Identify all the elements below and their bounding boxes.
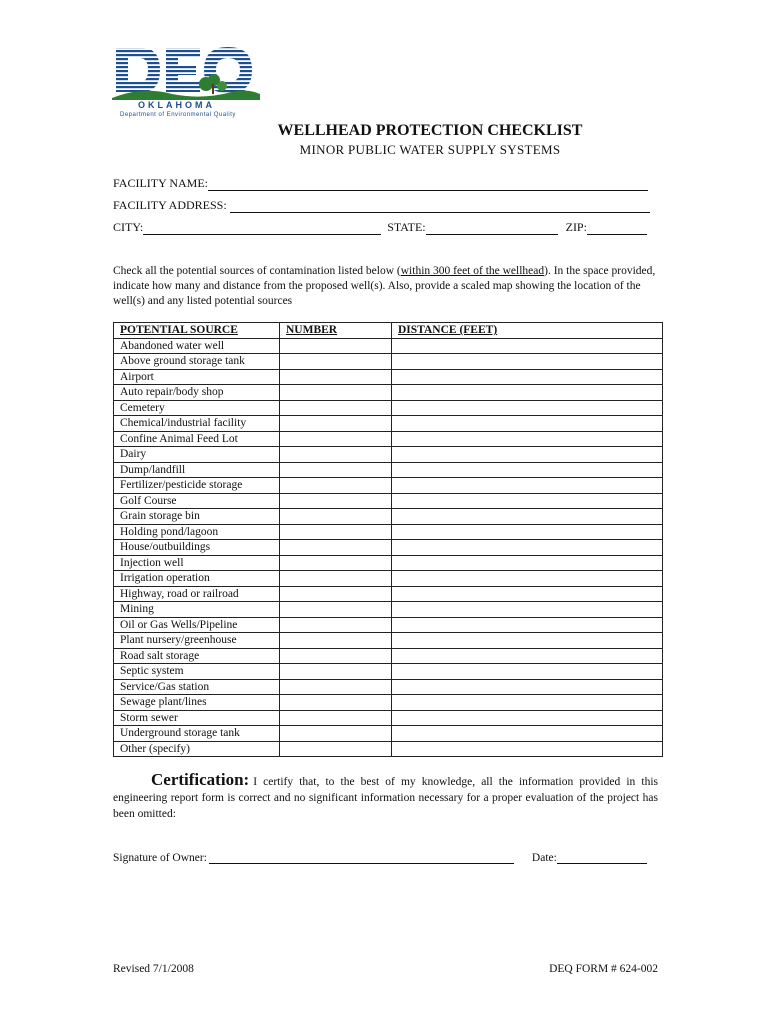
header-distance: DISTANCE (FEET) xyxy=(392,323,663,339)
table-row xyxy=(114,695,663,711)
distance-input-cell[interactable] xyxy=(392,741,663,757)
distance-input-cell[interactable] xyxy=(392,416,663,432)
number-input-cell[interactable] xyxy=(280,571,392,587)
distance-input-cell[interactable] xyxy=(392,679,663,695)
distance-input-cell[interactable] xyxy=(392,338,663,354)
table-row xyxy=(114,524,663,540)
table-row xyxy=(114,555,663,571)
form-subtitle: MINOR PUBLIC WATER SUPPLY SYSTEMS xyxy=(299,142,561,157)
table-row xyxy=(114,540,663,556)
facility-name-row xyxy=(113,176,648,191)
number-input-cell[interactable] xyxy=(280,493,392,509)
form-title: WELLHEAD PROTECTION CHECKLIST xyxy=(277,122,583,139)
distance-input-cell[interactable] xyxy=(392,509,663,525)
source-name-cell: Septic system xyxy=(114,664,280,680)
source-name-cell: Holding pond/lagoon xyxy=(114,524,280,540)
distance-input-cell[interactable] xyxy=(392,555,663,571)
source-name-cell: Golf Course xyxy=(114,493,280,509)
source-name-cell: Oil or Gas Wells/Pipeline xyxy=(114,617,280,633)
table-row xyxy=(114,509,663,525)
distance-input-cell[interactable] xyxy=(392,369,663,385)
revised-date: Revised 7/1/2008 xyxy=(113,963,194,975)
owner-signature-input[interactable] xyxy=(209,851,514,864)
certification-block xyxy=(113,772,658,822)
form-number: DEQ FORM # 624-002 xyxy=(549,963,658,975)
table-row xyxy=(114,447,663,463)
source-name-cell: House/outbuildings xyxy=(114,540,280,556)
city-state-zip-row xyxy=(113,220,647,235)
table-row xyxy=(114,571,663,587)
table-row xyxy=(114,400,663,416)
number-input-cell[interactable] xyxy=(280,416,392,432)
distance-input-cell[interactable] xyxy=(392,354,663,370)
distance-input-cell[interactable] xyxy=(392,478,663,494)
contamination-sources-table xyxy=(113,322,663,757)
distance-input-cell[interactable] xyxy=(392,710,663,726)
source-name-cell: Mining xyxy=(114,602,280,618)
distance-input-cell[interactable] xyxy=(392,586,663,602)
number-input-cell[interactable] xyxy=(280,478,392,494)
number-input-cell[interactable] xyxy=(280,741,392,757)
city-input[interactable] xyxy=(143,222,381,235)
source-name-cell: Cemetery xyxy=(114,400,280,416)
instructions-part-1: Check all the potential sources of contamination listed below ( xyxy=(113,265,401,277)
table-row xyxy=(114,741,663,757)
owner-signature-label: Signature of Owner: xyxy=(113,852,207,864)
number-input-cell[interactable] xyxy=(280,695,392,711)
certification-text: I certify that, to the best of my knowledge, all the information provided in this engineering report form is correct and no significant information necessary for a proper evaluation of the project has been omitted: xyxy=(113,776,658,820)
zip-input[interactable] xyxy=(587,222,647,235)
number-input-cell[interactable] xyxy=(280,726,392,742)
source-name-cell: Auto repair/body shop xyxy=(114,385,280,401)
facility-name-label: FACILITY NAME: xyxy=(113,176,208,190)
number-input-cell[interactable] xyxy=(280,400,392,416)
table-row xyxy=(114,385,663,401)
distance-input-cell[interactable] xyxy=(392,617,663,633)
table-row xyxy=(114,679,663,695)
number-input-cell[interactable] xyxy=(280,431,392,447)
distance-input-cell[interactable] xyxy=(392,664,663,680)
distance-input-cell[interactable] xyxy=(392,431,663,447)
distance-input-cell[interactable] xyxy=(392,385,663,401)
source-name-cell: Storm sewer xyxy=(114,710,280,726)
city-label: CITY: xyxy=(113,220,144,234)
number-input-cell[interactable] xyxy=(280,540,392,556)
table-row xyxy=(114,431,663,447)
number-input-cell[interactable] xyxy=(280,354,392,370)
table-row xyxy=(114,354,663,370)
distance-input-cell[interactable] xyxy=(392,400,663,416)
logo-department: Department of Environmental Quality xyxy=(120,112,236,118)
source-name-cell: Sewage plant/lines xyxy=(114,695,280,711)
facility-address-input[interactable] xyxy=(230,200,650,213)
instructions-text xyxy=(113,264,658,309)
distance-input-cell[interactable] xyxy=(392,540,663,556)
distance-input-cell[interactable] xyxy=(392,524,663,540)
number-input-cell[interactable] xyxy=(280,338,392,354)
certification-heading: Certification: xyxy=(151,770,250,789)
source-name-cell: Above ground storage tank xyxy=(114,354,280,370)
logo-state-name: OKLAHOMA xyxy=(138,100,215,110)
signature-row xyxy=(113,851,658,864)
distance-input-cell[interactable] xyxy=(392,462,663,478)
number-input-cell[interactable] xyxy=(280,710,392,726)
number-input-cell[interactable] xyxy=(280,664,392,680)
deq-logo-graphic xyxy=(112,42,260,100)
table-row xyxy=(114,726,663,742)
source-name-cell: Confine Animal Feed Lot xyxy=(114,431,280,447)
facility-address-row xyxy=(113,198,650,213)
table-row xyxy=(114,602,663,618)
zip-label: ZIP: xyxy=(565,220,587,234)
state-label: STATE: xyxy=(387,220,426,234)
instructions-part-2: ). In the space provided, indicate how many and distance from the proposed well(s). Also, provide a scaled map showing the location of the well(s) and any listed potential sources xyxy=(113,265,656,307)
table-row xyxy=(114,478,663,494)
header-number: NUMBER xyxy=(280,323,392,339)
table-row xyxy=(114,617,663,633)
table-row xyxy=(114,493,663,509)
number-input-cell[interactable] xyxy=(280,679,392,695)
source-name-cell: Abandoned water well xyxy=(114,338,280,354)
table-header-row xyxy=(114,323,663,339)
number-input-cell[interactable] xyxy=(280,617,392,633)
source-name-cell: Grain storage bin xyxy=(114,509,280,525)
table-row xyxy=(114,586,663,602)
number-input-cell[interactable] xyxy=(280,509,392,525)
source-name-cell: Injection well xyxy=(114,555,280,571)
source-name-cell: Underground storage tank xyxy=(114,726,280,742)
date-label: Date: xyxy=(531,852,557,864)
table-row xyxy=(114,664,663,680)
facility-address-label: FACILITY ADDRESS: xyxy=(113,198,227,212)
table-row xyxy=(114,369,663,385)
number-input-cell[interactable] xyxy=(280,633,392,649)
table-row xyxy=(114,633,663,649)
table-row xyxy=(114,338,663,354)
table-row xyxy=(114,416,663,432)
facility-name-input[interactable] xyxy=(208,178,648,191)
header-potential-source: POTENTIAL SOURCE xyxy=(114,323,280,339)
source-name-cell: Service/Gas station xyxy=(114,679,280,695)
number-input-cell[interactable] xyxy=(280,462,392,478)
distance-input-cell[interactable] xyxy=(392,447,663,463)
number-input-cell[interactable] xyxy=(280,385,392,401)
distance-input-cell[interactable] xyxy=(392,648,663,664)
distance-input-cell[interactable] xyxy=(392,695,663,711)
source-name-cell: Airport xyxy=(114,369,280,385)
distance-input-cell[interactable] xyxy=(392,633,663,649)
distance-input-cell[interactable] xyxy=(392,726,663,742)
source-name-cell: Other (specify) xyxy=(114,741,280,757)
deq-logo xyxy=(112,42,260,124)
source-name-cell: Dump/landfill xyxy=(114,462,280,478)
distance-input-cell[interactable] xyxy=(392,571,663,587)
table-row xyxy=(114,710,663,726)
number-input-cell[interactable] xyxy=(280,586,392,602)
number-input-cell[interactable] xyxy=(280,648,392,664)
instructions-underlined: within 300 feet of the wellhead xyxy=(400,265,545,277)
distance-input-cell[interactable] xyxy=(392,493,663,509)
number-input-cell[interactable] xyxy=(280,369,392,385)
source-name-cell: Highway, road or railroad xyxy=(114,586,280,602)
source-name-cell: Road salt storage xyxy=(114,648,280,664)
source-name-cell: Dairy xyxy=(114,447,280,463)
distance-input-cell[interactable] xyxy=(392,602,663,618)
source-name-cell: Plant nursery/greenhouse xyxy=(114,633,280,649)
source-name-cell: Chemical/industrial facility xyxy=(114,416,280,432)
number-input-cell[interactable] xyxy=(280,602,392,618)
state-input[interactable] xyxy=(426,222,558,235)
date-input[interactable] xyxy=(557,851,647,864)
number-input-cell[interactable] xyxy=(280,447,392,463)
number-input-cell[interactable] xyxy=(280,555,392,571)
source-name-cell: Irrigation operation xyxy=(114,571,280,587)
table-row xyxy=(114,648,663,664)
number-input-cell[interactable] xyxy=(280,524,392,540)
source-name-cell: Fertilizer/pesticide storage xyxy=(114,478,280,494)
table-row xyxy=(114,462,663,478)
